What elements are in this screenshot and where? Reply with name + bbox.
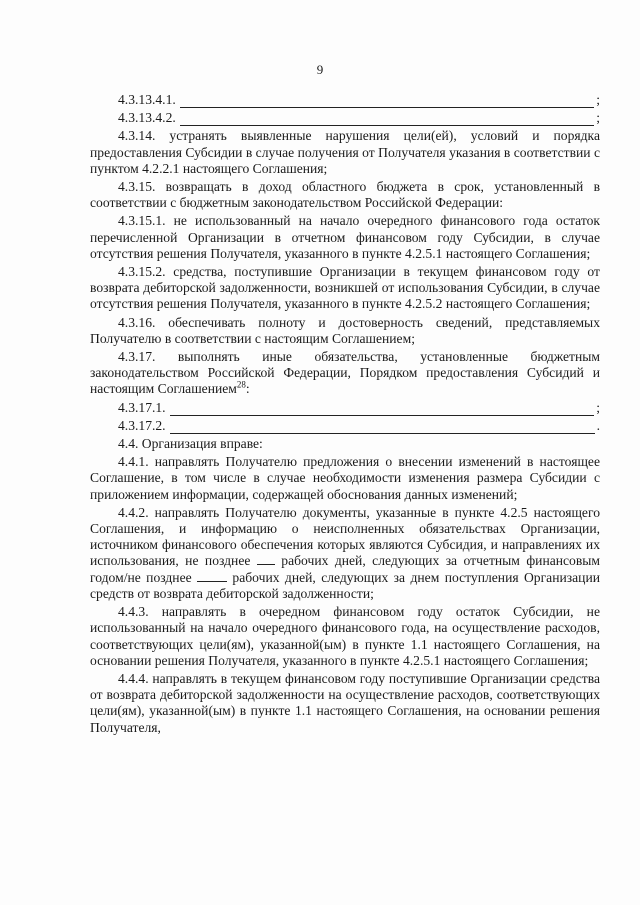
clause-4-3-14: 4.3.14. устранять выявленные нарушения цели(ей), условий и порядка предоставления Субсидии в случае получения от Получателя указания в соответствии с пунктом 4.2.2.1 настоящего Соглашения; — [90, 128, 600, 176]
blank-fill-line — [170, 403, 595, 416]
clause-end: : — [245, 381, 250, 397]
clause-4-3-16: 4.3.16. обеспечивать полноту и достоверность сведений, представляемых Получателю в соответствии с настоящим Соглашением; — [90, 314, 600, 346]
clause-label: 4.3.17.1. — [118, 399, 166, 415]
clause-4-3-15-2: 4.3.15.2. средства, поступившие Организации в текущем финансовом году от возврата дебиторской задолженности, возникшей от использования Субсидии, в случае отсутствия решения Получателя, указанного в пункте 4.2.5.2 настоящего Соглашения; — [90, 264, 600, 312]
clause-text: рабочих дней, следующих за отчетным финансовым годом/не позднее — [90, 553, 601, 585]
clause-text: 4.3.17. выполнять иные обязательства, установленные бюджетным законодательством Российской Федерации, Порядком предоставления Субсидий и настоящим Соглашением — [90, 349, 600, 397]
blank-fill-line — [170, 421, 595, 434]
clause-label: 4.3.17.2. — [118, 417, 166, 433]
agreement-body — [90, 92, 600, 738]
clause-end: ; — [596, 92, 600, 107]
clause-end: ; — [596, 399, 600, 415]
clause-4-4-2 — [90, 505, 600, 602]
footnote-ref: 28 — [236, 379, 246, 390]
clause-text: рабочих дней, следующих за днем поступления Организации средств от возврата дебиторской задолженности; — [90, 569, 600, 601]
clause-text: 4.4.2. направлять Получателю документы, указанные в пункте 4.2.5 настоящего Соглашения, и информацию о неисполненных обязательствах Организации, источником финансового обеспечения которых являются Субсидия, и направлениях их использования, не позднее — [90, 504, 600, 569]
clause-label: 4.3.13.4.2. — [118, 110, 176, 126]
clause-4-4-3: 4.4.3. направлять в очередном финансовом году остаток Субсидии, не использованный на начало очередного финансового года, на осуществление расходов, соответствующих цели(ям), указанной(ым) в пункте 1.1 настоящего Соглашения, на основании решения Получателя, указанного в пункте 4.2.5.1 настоящего Соглашения; — [90, 604, 600, 668]
clause-4-3-17 — [90, 349, 600, 398]
clause-end: . — [596, 417, 600, 433]
clause-end: ; — [596, 110, 600, 126]
blank-fill-line — [180, 113, 594, 126]
clause-4-3-17-2 — [90, 418, 600, 434]
clause-4-3-13-4-1 — [90, 92, 600, 108]
clause-4-3-17-1 — [90, 400, 600, 416]
clause-4-4: 4.4. Организация вправе: — [118, 436, 263, 452]
clause-4-4-4: 4.4.4. направлять в текущем финансовом году поступившие Организации средства от возврата дебиторской задолженности на осуществление расходов, соответствующих цели(ям), указанной(ым) в пункте 1.1 настоящего Соглашения, на основании решения Получателя, — [90, 670, 600, 735]
blank-days-1 — [257, 564, 275, 565]
clause-4-3-15: 4.3.15. возвращать в доход областного бюджета в срок, установленный в соответствии с бюджетным законодательством Российской Федерации: — [90, 179, 600, 211]
blank-fill-line — [180, 95, 594, 108]
clause-4-4-1: 4.4.1. направлять Получателю предложения о внесении изменений в настоящее Соглашение, в том числе в случае необходимости изменения размера Субсидии с приложением информации, содержащей обоснования данных изменений; — [90, 454, 600, 502]
clause-4-3-15-1: 4.3.15.1. не использованный на начало очередного финансового года остаток перечисленной Организации в отчетном финансовом году Субсидии, в случае отсутствия решения Получателя, указанного в пункте 4.2.5.1 настоящего Соглашения; — [90, 213, 600, 261]
blank-days-2 — [197, 581, 227, 582]
clause-label: 4.3.13.4.1. — [118, 92, 176, 107]
page-number: 9 — [316, 62, 324, 77]
clause-4-3-13-4-2 — [90, 110, 600, 126]
